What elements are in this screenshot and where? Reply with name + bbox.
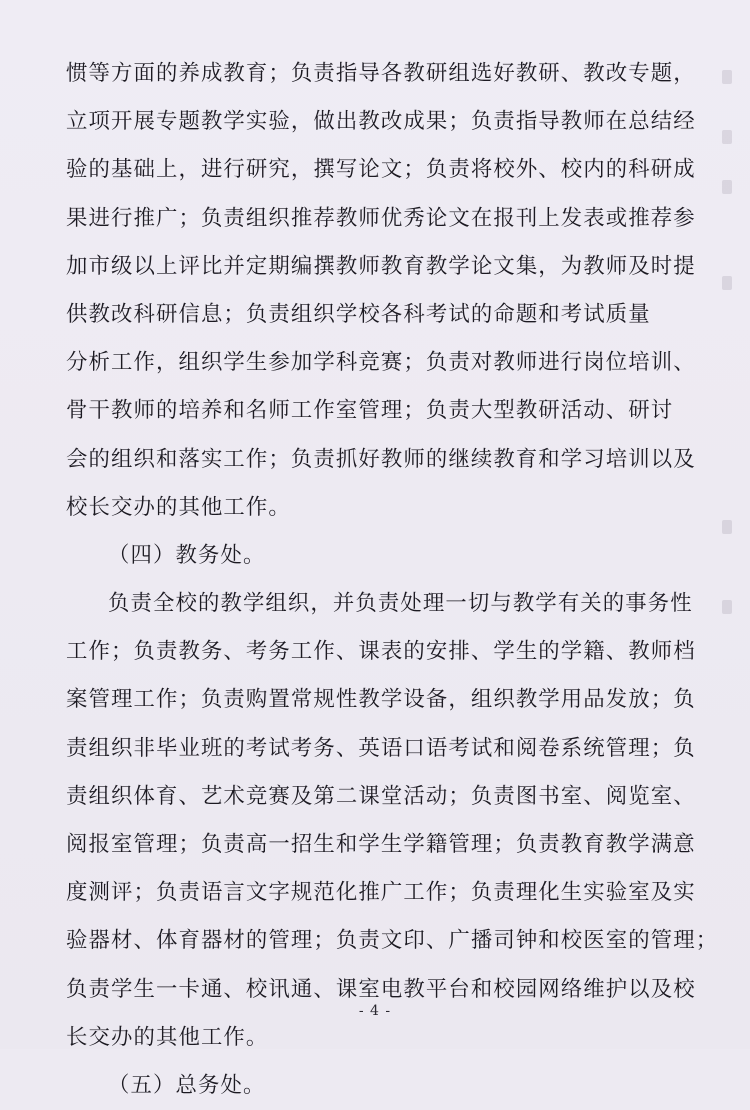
bleed-through-mark [722,130,732,144]
text-line: 工作；负责教务、考务工作、课表的安排、学生的学籍、教师档 [66,639,696,665]
bleed-through-mark [722,520,732,534]
section-heading-jiaowuchu: （四）教务处。 [108,542,266,568]
text-line: 供教改科研信息；负责组织学校各科考试的命题和考试质量 [66,301,651,327]
bleed-through-mark [722,276,732,290]
bleed-through-mark [722,70,732,84]
text-line: 长交办的其他工作。 [66,1024,269,1050]
text-line: 骨干教师的培养和名师工作室管理；负责大型教研活动、研讨 [66,398,674,424]
text-line: 加市级以上评比并定期编撰教师教育教学论文集，为教师及时提 [66,253,696,279]
text-line: 案管理工作；负责购置常规性教学设备，组织教学用品发放；负 [66,687,696,713]
document-body [66,50,719,1110]
text-line: 验的基础上，进行研究，撰写论文；负责将校外、校内的科研成 [66,157,696,183]
text-line: 会的组织和落实工作；负责抓好教师的继续教育和学习培训以及 [66,446,696,472]
text-line: 度测评；负责语言文字规范化推广工作；负责理化生实验室及实 [66,880,696,906]
text-line: 果进行推广；负责组织推荐教师优秀论文在报刊上发表或推荐参 [66,205,696,231]
text-line: 惯等方面的养成教育；负责指导各教研组选好教研、教改专题， [66,61,696,86]
text-line: 验器材、体育器材的管理；负责文印、广播司钟和校医室的管理； [66,928,719,954]
section-heading-zongwuchu: （五）总务处。 [108,1072,266,1098]
text-line: 校长交办的其他工作。 [66,494,291,520]
text-line: 分析工作，组织学生参加学科竞赛；负责对教师进行岗位培训、 [66,350,696,376]
text-line: 负责学生一卡通、校讯通、课室电教平台和校园网络维护以及校 [66,976,696,1002]
text-line: 阅报室管理；负责高一招生和学生学籍管理；负责教育教学满意 [66,832,696,857]
bleed-through-mark [722,600,732,614]
text-line: 责组织非毕业班的考试考务、英语口语考试和阅卷系统管理；负 [66,735,696,761]
text-line: 责组织体育、艺术竞赛及第二课堂活动；负责图书室、阅览室、 [66,783,696,809]
paragraph-first-line: 负责全校的教学组织，并负责处理一切与教学有关的事务性 [108,591,693,617]
page-number: - 4 - [358,1003,392,1019]
text-line: 立项开展专题教学实验，做出教改成果；负责指导教师在总结经 [66,109,696,135]
bleed-through-mark [722,180,732,194]
